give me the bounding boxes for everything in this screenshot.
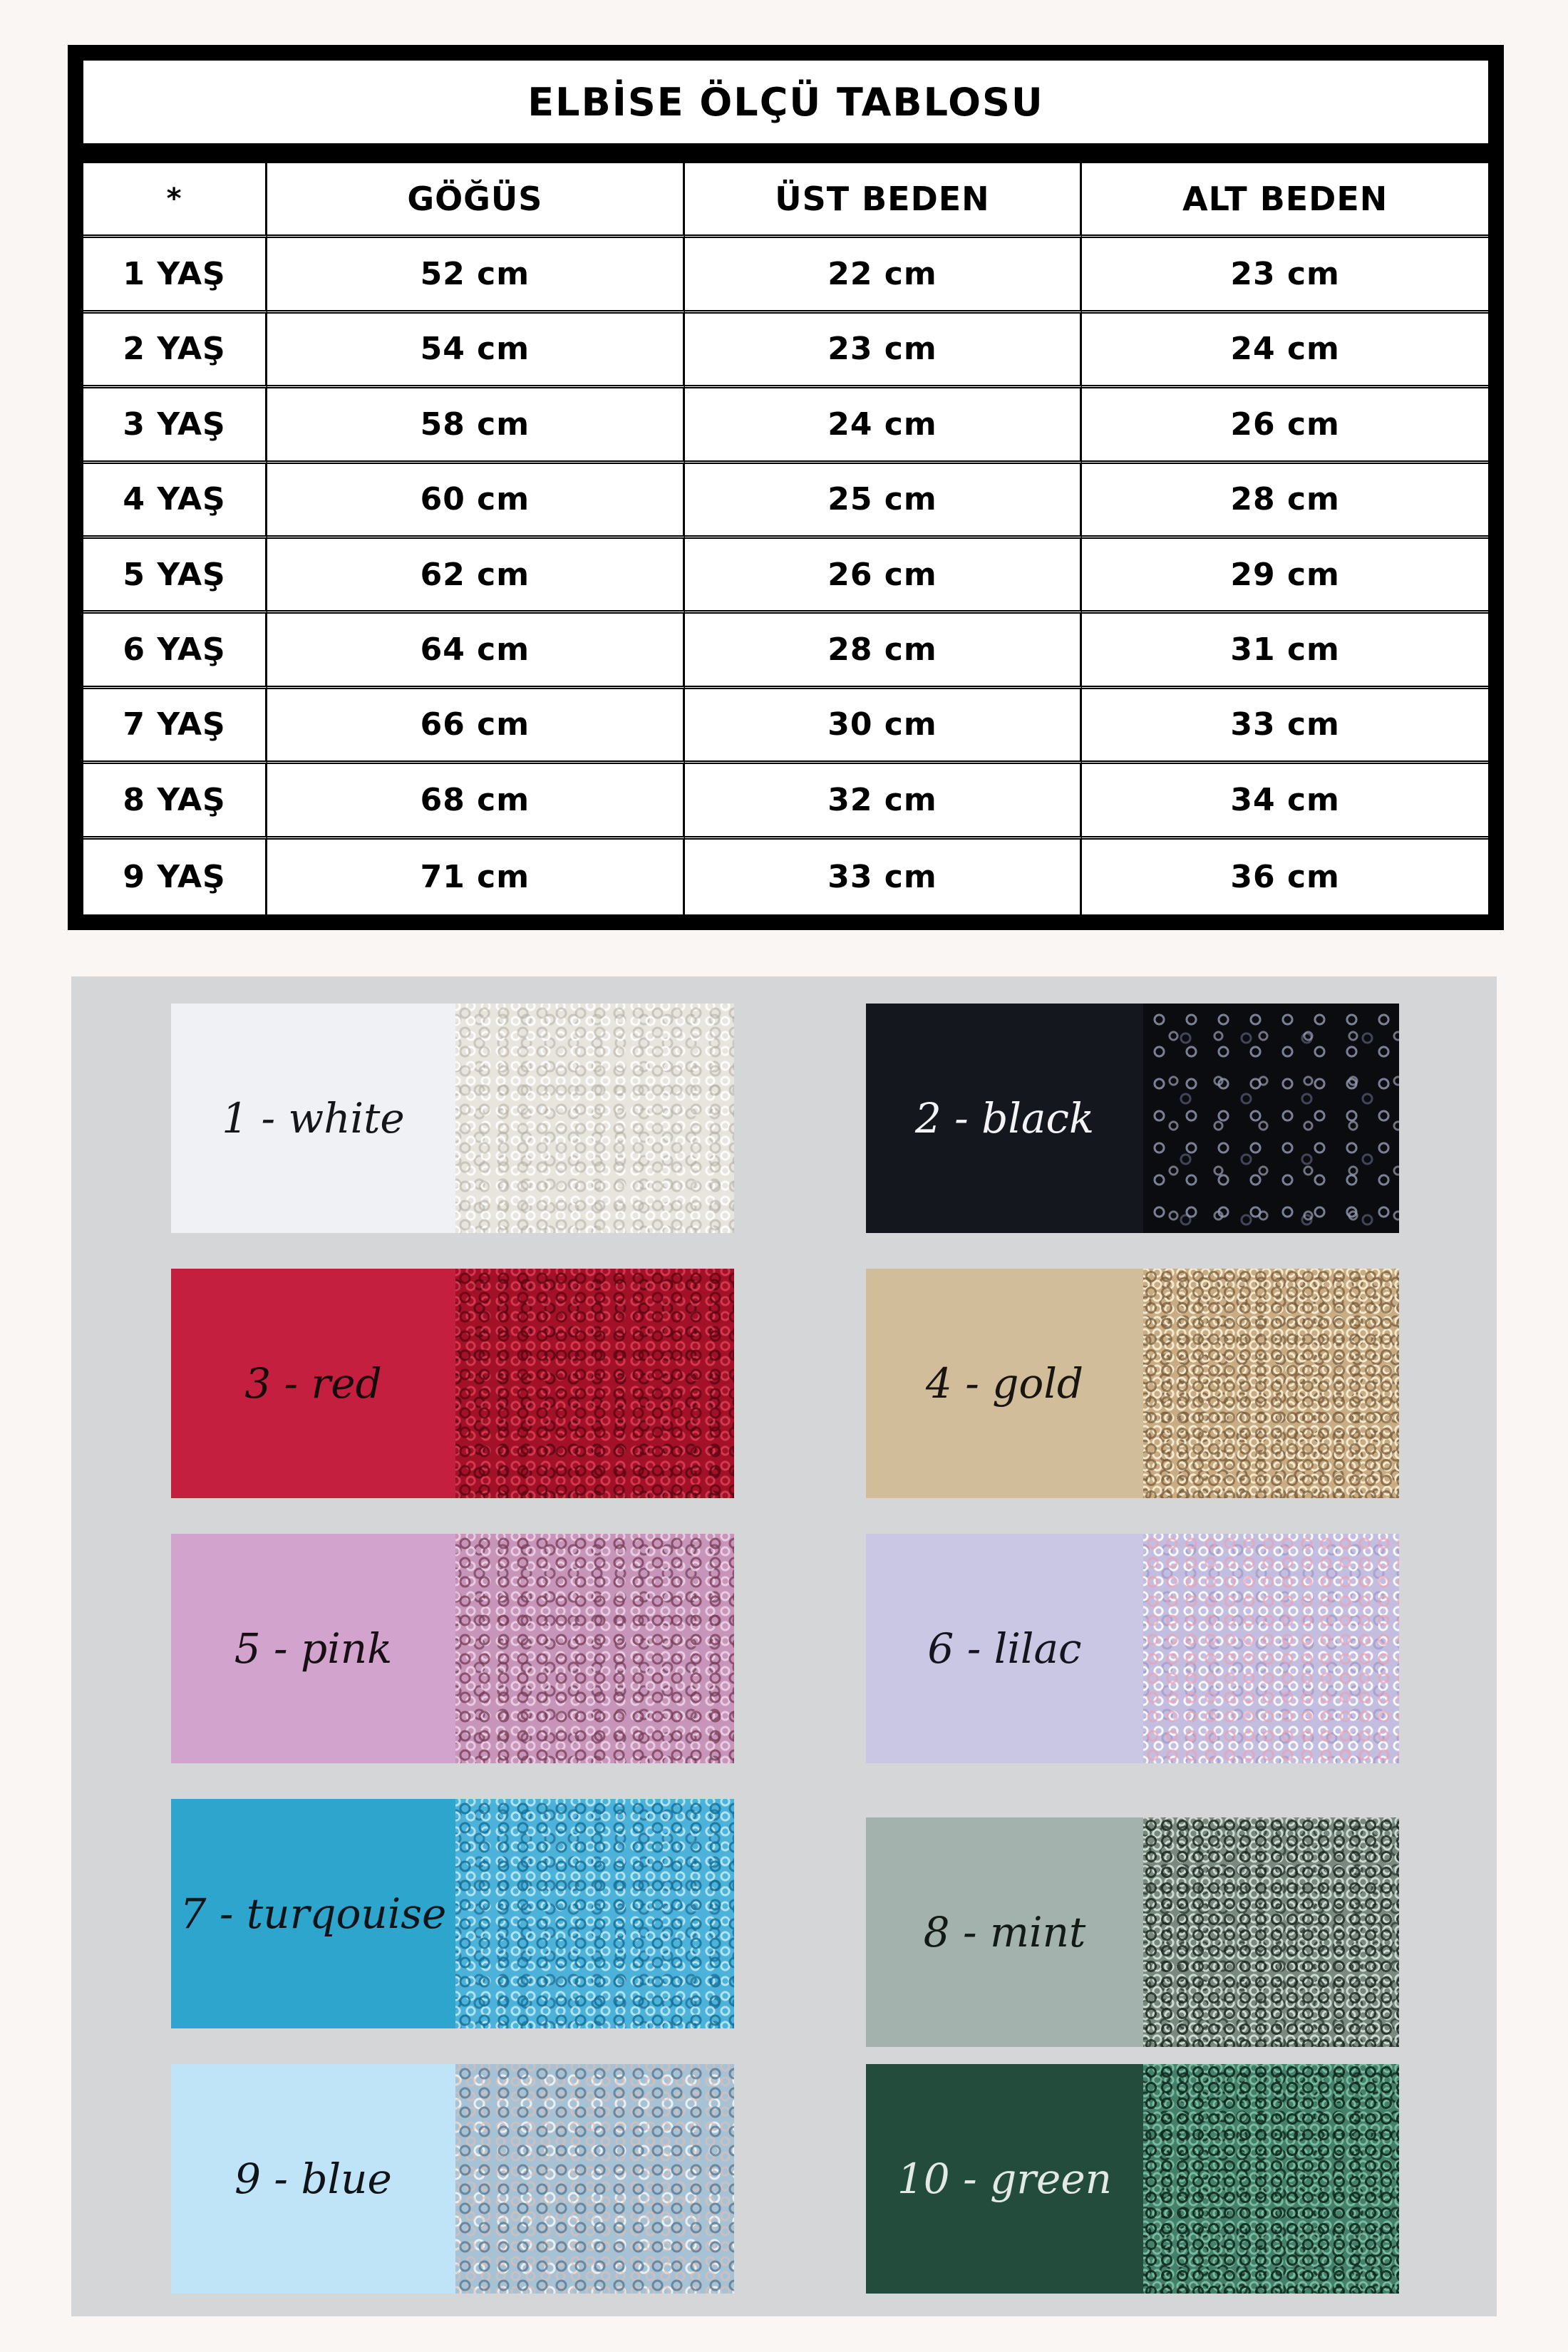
cell-upper: 30 cm bbox=[685, 689, 1083, 764]
cell-upper: 23 cm bbox=[685, 314, 1083, 388]
swatch-sequin-fabric bbox=[455, 2064, 734, 2294]
cell-chest: 64 cm bbox=[267, 614, 684, 688]
cell-chest: 66 cm bbox=[267, 689, 684, 764]
swatch-lilac bbox=[866, 1534, 1399, 1763]
swatch-solid-fabric bbox=[866, 1269, 1143, 1498]
swatch-solid-fabric bbox=[866, 1534, 1143, 1763]
cell-upper: 28 cm bbox=[685, 614, 1083, 688]
cell-chest: 60 cm bbox=[267, 464, 684, 539]
cell-age: 2 YAŞ bbox=[83, 314, 267, 388]
size-table-grid bbox=[83, 163, 1488, 914]
swatch-solid-fabric bbox=[866, 2064, 1143, 2294]
swatch-label: 4 - gold bbox=[925, 1359, 1084, 1408]
swatch-mint bbox=[866, 1817, 1399, 2047]
cell-lower: 23 cm bbox=[1082, 238, 1488, 313]
cell-lower: 29 cm bbox=[1082, 539, 1488, 614]
swatch-label: 7 - turqouise bbox=[180, 1889, 447, 1938]
cell-upper: 26 cm bbox=[685, 539, 1083, 614]
swatch-row bbox=[71, 2064, 1497, 2294]
col-header-alt-beden: ALT BEDEN bbox=[1082, 163, 1488, 238]
cell-age: 1 YAŞ bbox=[83, 238, 267, 313]
swatch-sequin-fabric bbox=[1143, 1269, 1399, 1498]
cell-chest: 68 cm bbox=[267, 764, 684, 839]
swatch-solid-fabric bbox=[171, 1799, 455, 2028]
cell-upper: 25 cm bbox=[685, 464, 1083, 539]
swatch-solid-fabric bbox=[866, 1004, 1143, 1233]
swatch-sequin-fabric bbox=[455, 1534, 734, 1763]
swatch-label: 2 - black bbox=[914, 1094, 1095, 1143]
swatch-solid-fabric bbox=[171, 1269, 455, 1498]
cell-age: 5 YAŞ bbox=[83, 539, 267, 614]
swatch-row bbox=[71, 1799, 1497, 2028]
swatch-pink bbox=[171, 1534, 734, 1763]
swatch-sequin-fabric bbox=[455, 1004, 734, 1233]
color-options-panel bbox=[71, 976, 1497, 2316]
swatch-solid-fabric bbox=[171, 1534, 455, 1763]
swatch-sequin-fabric bbox=[455, 1269, 734, 1498]
swatch-row bbox=[71, 1004, 1497, 1233]
swatch-label: 9 - blue bbox=[234, 2155, 392, 2203]
swatch-label: 6 - lilac bbox=[927, 1624, 1082, 1673]
swatch-sequin-fabric bbox=[1143, 1004, 1399, 1233]
swatch-label: 8 - mint bbox=[923, 1908, 1086, 1956]
cell-age: 4 YAŞ bbox=[83, 464, 267, 539]
cell-age: 7 YAŞ bbox=[83, 689, 267, 764]
cell-lower: 24 cm bbox=[1082, 314, 1488, 388]
size-chart-table bbox=[68, 45, 1504, 930]
cell-age: 9 YAŞ bbox=[83, 840, 267, 914]
cell-chest: 71 cm bbox=[267, 840, 684, 914]
swatch-label: 10 - green bbox=[897, 2155, 1113, 2203]
cell-upper: 22 cm bbox=[685, 238, 1083, 313]
swatch-sequin-fabric bbox=[1143, 1817, 1399, 2047]
cell-chest: 52 cm bbox=[267, 238, 684, 313]
swatch-sequin-fabric bbox=[1143, 1534, 1399, 1763]
swatch-solid-fabric bbox=[171, 1004, 455, 1233]
swatch-solid-fabric bbox=[866, 1817, 1143, 2047]
swatch-label: 5 - pink bbox=[234, 1624, 393, 1673]
swatch-row bbox=[71, 1534, 1497, 1763]
col-header-gogus: GÖĞÜS bbox=[267, 163, 684, 238]
cell-lower: 28 cm bbox=[1082, 464, 1488, 539]
cell-chest: 58 cm bbox=[267, 388, 684, 463]
swatch-white bbox=[171, 1004, 734, 1233]
swatch-blue bbox=[171, 2064, 734, 2294]
swatch-green bbox=[866, 2064, 1399, 2294]
cell-age: 8 YAŞ bbox=[83, 764, 267, 839]
swatch-red bbox=[171, 1269, 734, 1498]
swatch-turqouise bbox=[171, 1799, 734, 2028]
swatch-row bbox=[71, 1269, 1497, 1498]
swatch-gold bbox=[866, 1269, 1399, 1498]
cell-lower: 31 cm bbox=[1082, 614, 1488, 688]
cell-chest: 62 cm bbox=[267, 539, 684, 614]
cell-lower: 36 cm bbox=[1230, 858, 1340, 895]
cell-lower: 33 cm bbox=[1082, 689, 1488, 764]
cell-lower: 26 cm bbox=[1082, 388, 1488, 463]
cell-upper: 24 cm bbox=[685, 388, 1083, 463]
title-separator-band bbox=[83, 143, 1488, 163]
swatch-sequin-fabric bbox=[1143, 2064, 1399, 2294]
swatch-sequin-fabric bbox=[455, 1799, 734, 2028]
cell-chest: 54 cm bbox=[267, 314, 684, 388]
swatch-label: 3 - red bbox=[244, 1359, 382, 1408]
cell-age: 6 YAŞ bbox=[83, 614, 267, 688]
cell-upper: 32 cm bbox=[685, 764, 1083, 839]
cell-upper: 33 cm bbox=[685, 840, 1083, 914]
table-title: ELBİSE ÖLÇÜ TABLOSU bbox=[83, 61, 1488, 143]
swatch-label: 1 - white bbox=[222, 1094, 405, 1143]
cell-age: 3 YAŞ bbox=[83, 388, 267, 463]
col-header-asterisk: * bbox=[83, 163, 267, 238]
cell-lower: 34 cm bbox=[1082, 764, 1488, 839]
col-header-ust-beden: ÜST BEDEN bbox=[685, 163, 1083, 238]
swatch-solid-fabric bbox=[171, 2064, 455, 2294]
swatch-black bbox=[866, 1004, 1399, 1233]
